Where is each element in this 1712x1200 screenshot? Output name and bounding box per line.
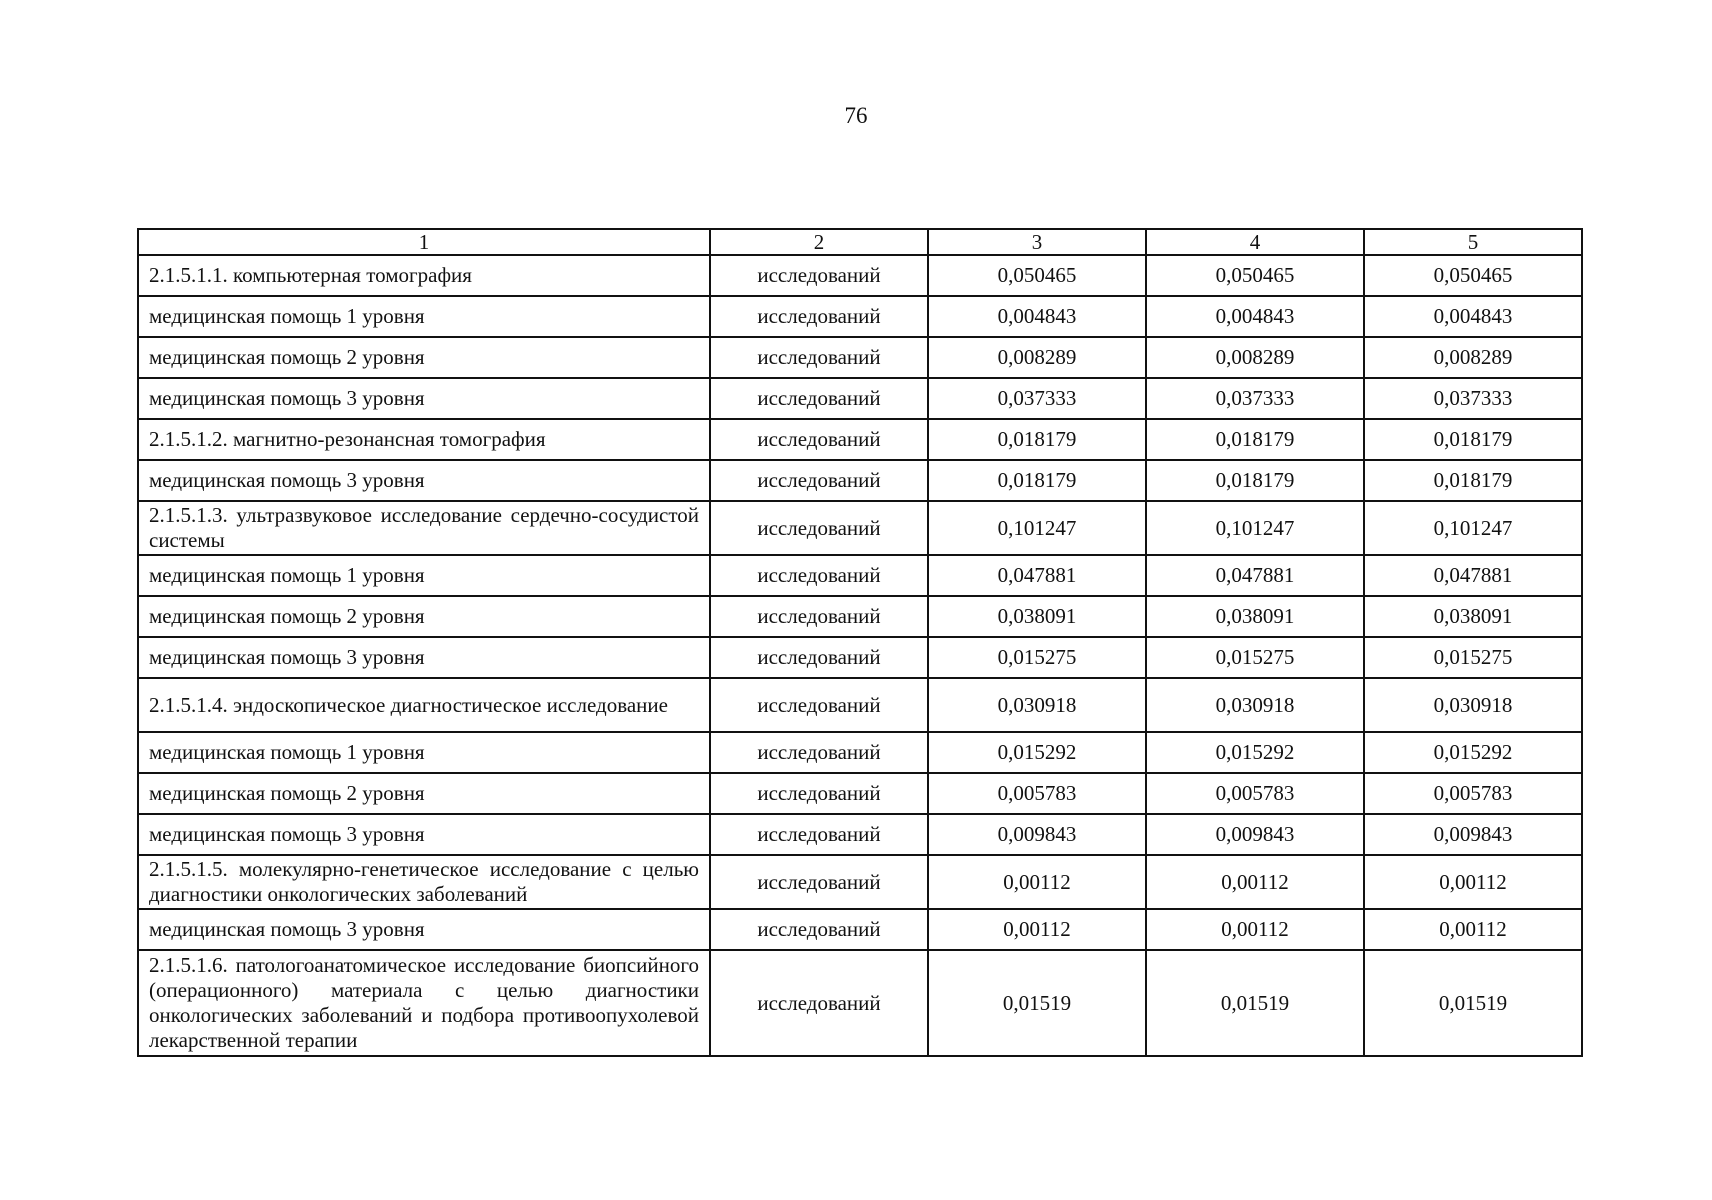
row-value-5: 0,008289 (1364, 337, 1582, 378)
row-value-3: 0,00112 (928, 855, 1146, 909)
row-unit: исследований (710, 555, 928, 596)
row-value-4: 0,00112 (1146, 855, 1364, 909)
table-row (138, 460, 1582, 501)
row-value-4: 0,009843 (1146, 814, 1364, 855)
row-value-4: 0,018179 (1146, 460, 1364, 501)
row-unit: исследований (710, 419, 928, 460)
row-value-4: 0,01519 (1146, 950, 1364, 1056)
row-value-5: 0,037333 (1364, 378, 1582, 419)
page-number: 76 (844, 103, 868, 128)
row-value-3: 0,037333 (928, 378, 1146, 419)
row-value-3: 0,005783 (928, 773, 1146, 814)
row-name: медицинская помощь 1 уровня (138, 555, 710, 596)
row-value-4: 0,038091 (1146, 596, 1364, 637)
row-value-4: 0,00112 (1146, 909, 1364, 950)
row-value-4: 0,004843 (1146, 296, 1364, 337)
data-table (137, 228, 1583, 1057)
row-value-5: 0,015292 (1364, 732, 1582, 773)
row-name: 2.1.5.1.6. патологоанатомическое исследование биопсийного (операционного) материала с целью диагностики онкологических заболеваний и подбора противоопухолевой лекарственной терапии (138, 950, 710, 1056)
header-row (138, 229, 1582, 255)
row-value-5: 0,01519 (1364, 950, 1582, 1056)
row-unit: исследований (710, 814, 928, 855)
row-value-5: 0,015275 (1364, 637, 1582, 678)
row-name: медицинская помощь 1 уровня (138, 732, 710, 773)
table-row (138, 555, 1582, 596)
row-value-3: 0,015292 (928, 732, 1146, 773)
row-value-4: 0,047881 (1146, 555, 1364, 596)
row-value-5: 0,038091 (1364, 596, 1582, 637)
row-unit: исследований (710, 637, 928, 678)
row-value-3: 0,018179 (928, 419, 1146, 460)
row-value-3: 0,030918 (928, 678, 1146, 732)
row-value-5: 0,00112 (1364, 855, 1582, 909)
row-value-5: 0,018179 (1364, 460, 1582, 501)
table-row (138, 814, 1582, 855)
row-value-5: 0,004843 (1364, 296, 1582, 337)
table-row (138, 501, 1582, 555)
row-value-5: 0,030918 (1364, 678, 1582, 732)
row-value-4: 0,008289 (1146, 337, 1364, 378)
row-value-5: 0,00112 (1364, 909, 1582, 950)
row-value-5: 0,009843 (1364, 814, 1582, 855)
row-name: медицинская помощь 1 уровня (138, 296, 710, 337)
column-header: 3 (928, 229, 1146, 255)
row-name: медицинская помощь 2 уровня (138, 773, 710, 814)
row-value-3: 0,00112 (928, 909, 1146, 950)
table-row (138, 773, 1582, 814)
row-name: 2.1.5.1.1. компьютерная томография (138, 255, 710, 296)
row-value-5: 0,018179 (1364, 419, 1582, 460)
table-row (138, 296, 1582, 337)
row-value-5: 0,047881 (1364, 555, 1582, 596)
table-row (138, 909, 1582, 950)
row-unit: исследований (710, 950, 928, 1056)
row-value-3: 0,004843 (928, 296, 1146, 337)
row-value-4: 0,101247 (1146, 501, 1364, 555)
table-row (138, 732, 1582, 773)
row-name: 2.1.5.1.4. эндоскопическое диагностическое исследование (138, 678, 710, 732)
row-unit: исследований (710, 855, 928, 909)
row-unit: исследований (710, 909, 928, 950)
row-name: 2.1.5.1.5. молекулярно-генетическое исследование с целью диагностики онкологических заболеваний (138, 855, 710, 909)
row-value-3: 0,009843 (928, 814, 1146, 855)
table-row (138, 337, 1582, 378)
row-unit: исследований (710, 596, 928, 637)
row-value-4: 0,015275 (1146, 637, 1364, 678)
row-name: медицинская помощь 3 уровня (138, 637, 710, 678)
row-unit: исследований (710, 337, 928, 378)
row-unit: исследований (710, 773, 928, 814)
row-value-3: 0,018179 (928, 460, 1146, 501)
row-unit: исследований (710, 378, 928, 419)
row-value-3: 0,047881 (928, 555, 1146, 596)
table-row (138, 419, 1582, 460)
row-value-3: 0,008289 (928, 337, 1146, 378)
row-unit: исследований (710, 255, 928, 296)
column-header: 4 (1146, 229, 1364, 255)
column-header: 5 (1364, 229, 1582, 255)
row-name: медицинская помощь 3 уровня (138, 909, 710, 950)
table-row (138, 596, 1582, 637)
row-unit: исследований (710, 678, 928, 732)
table-row (138, 378, 1582, 419)
row-unit: исследований (710, 460, 928, 501)
row-value-5: 0,005783 (1364, 773, 1582, 814)
row-value-4: 0,050465 (1146, 255, 1364, 296)
row-value-4: 0,005783 (1146, 773, 1364, 814)
row-value-4: 0,015292 (1146, 732, 1364, 773)
row-unit: исследований (710, 296, 928, 337)
row-value-3: 0,015275 (928, 637, 1146, 678)
row-value-5: 0,101247 (1364, 501, 1582, 555)
row-name: 2.1.5.1.2. магнитно-резонансная томография (138, 419, 710, 460)
row-unit: исследований (710, 501, 928, 555)
table-row (138, 637, 1582, 678)
column-header: 1 (138, 229, 710, 255)
row-value-4: 0,037333 (1146, 378, 1364, 419)
row-value-3: 0,01519 (928, 950, 1146, 1056)
column-header: 2 (710, 229, 928, 255)
row-name: медицинская помощь 2 уровня (138, 596, 710, 637)
row-unit: исследований (710, 732, 928, 773)
row-value-5: 0,050465 (1364, 255, 1582, 296)
table-row (138, 855, 1582, 909)
row-value-3: 0,101247 (928, 501, 1146, 555)
table-row (138, 255, 1582, 296)
row-value-3: 0,038091 (928, 596, 1146, 637)
row-value-4: 0,018179 (1146, 419, 1364, 460)
row-value-4: 0,030918 (1146, 678, 1364, 732)
table-row (138, 678, 1582, 732)
row-name: медицинская помощь 3 уровня (138, 378, 710, 419)
row-name: медицинская помощь 3 уровня (138, 814, 710, 855)
row-value-3: 0,050465 (928, 255, 1146, 296)
row-name: медицинская помощь 3 уровня (138, 460, 710, 501)
table-row (138, 950, 1582, 1056)
row-name: 2.1.5.1.3. ультразвуковое исследование сердечно-сосудистой системы (138, 501, 710, 555)
row-name: медицинская помощь 2 уровня (138, 337, 710, 378)
